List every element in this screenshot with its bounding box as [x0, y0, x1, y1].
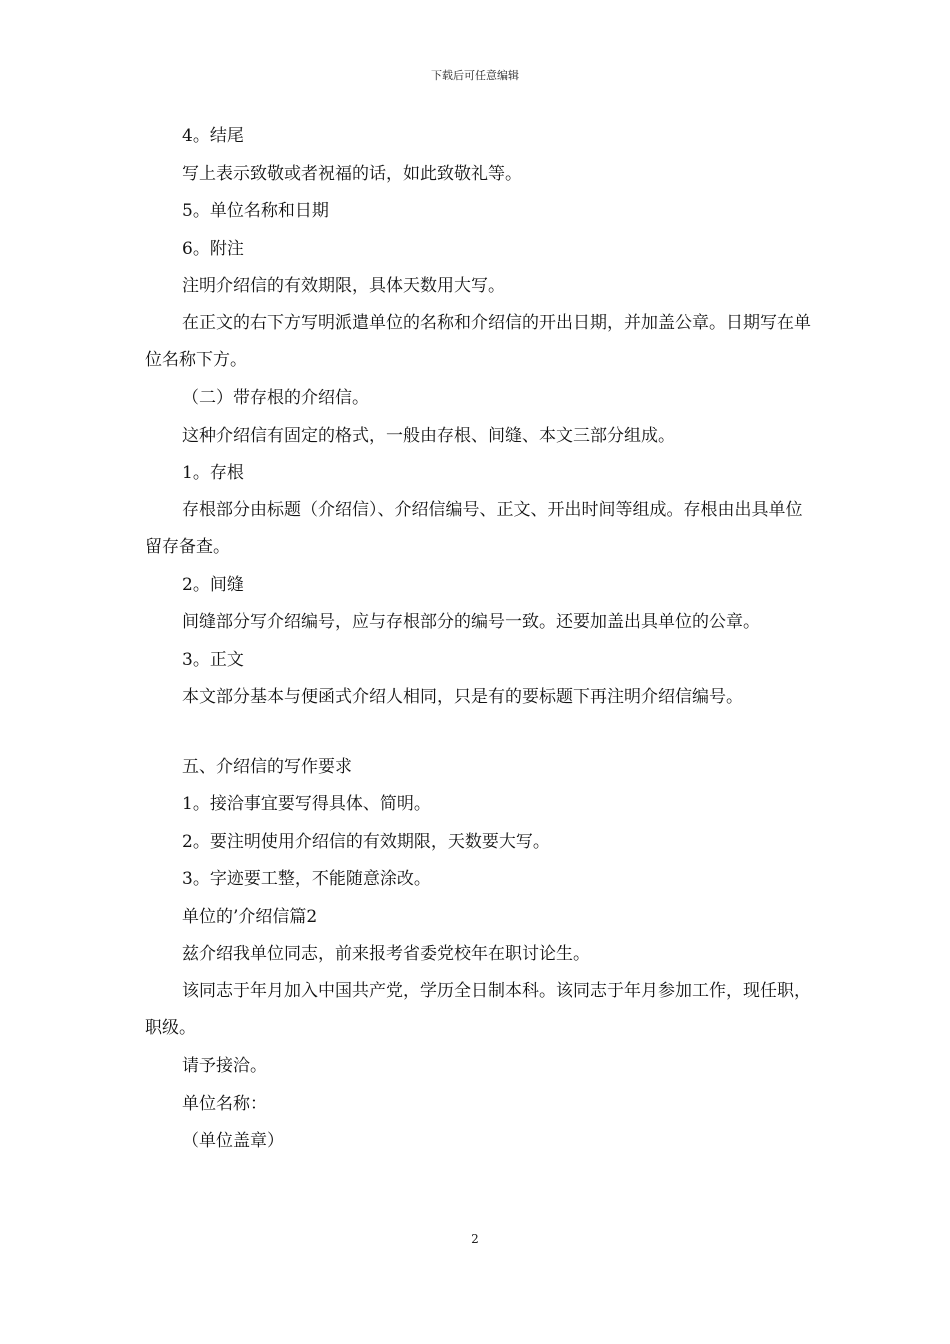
body-paragraph: 在正文的右下方写明派遣单位的名称和介绍信的开出日期，并加盖公章。日期写在单位名称下方。	[145, 312, 811, 370]
page-header: 下载后可任意编辑	[431, 69, 519, 82]
body-line: 1。接洽事宜要写得具体、简明。	[182, 794, 431, 814]
body-line: 3。字迹要工整，不能随意涂改。	[182, 869, 431, 889]
body-line: 4。结尾	[182, 126, 244, 146]
body-line: 注明介绍信的有效期限，具体天数用大写。	[182, 276, 505, 296]
section-heading: 单位的’介绍信篇2	[182, 906, 318, 927]
body-line: 6。附注	[182, 238, 244, 259]
body-line: 2。要注明使用介绍信的有效期限，天数要大写。	[182, 831, 550, 852]
body-line: 本文部分基本与便函式介绍人相同，只是有的要标题下再注明介绍信编号。	[182, 687, 743, 707]
section-heading: 五、介绍信的写作要求	[182, 756, 352, 777]
body-line: 这种介绍信有固定的格式，一般由存根、间缝、本文三部分组成。	[182, 425, 675, 446]
body-line: （单位盖章）	[182, 1131, 284, 1151]
body-line: 单位名称：	[182, 1093, 267, 1114]
page-number: 2	[471, 1232, 479, 1246]
body-line: 2。间缝	[182, 575, 244, 595]
section-heading: （二）带存根的介绍信。	[182, 388, 369, 408]
body-line: 请予接洽。	[182, 1056, 267, 1076]
body-paragraph: 间缝部分写介绍编号，应与存根部分的编号一致。还要加盖出具单位的公章。	[182, 611, 760, 632]
body-line: 3。正文	[182, 649, 244, 670]
body-paragraph: 存根部分由标题（介绍信）、介绍信编号、正文、开出时间等组成。存根由出具单位留存备查。	[145, 499, 803, 557]
body-line: 写上表示致敬或者祝福的话，如此致敬礼等。	[182, 163, 522, 184]
paragraph-gap	[145, 723, 815, 755]
body-paragraph: 该同志于年月加入中国共产党，学历全日制本科。该同志于年月参加工作，现任职，职级。	[145, 980, 811, 1038]
body-line: 兹介绍我单位同志，前来报考省委党校年在职讨论生。	[182, 944, 590, 964]
body-line: 5。单位名称和日期	[182, 201, 329, 221]
body-line: 1。存根	[182, 463, 244, 483]
document-body	[145, 124, 815, 1167]
